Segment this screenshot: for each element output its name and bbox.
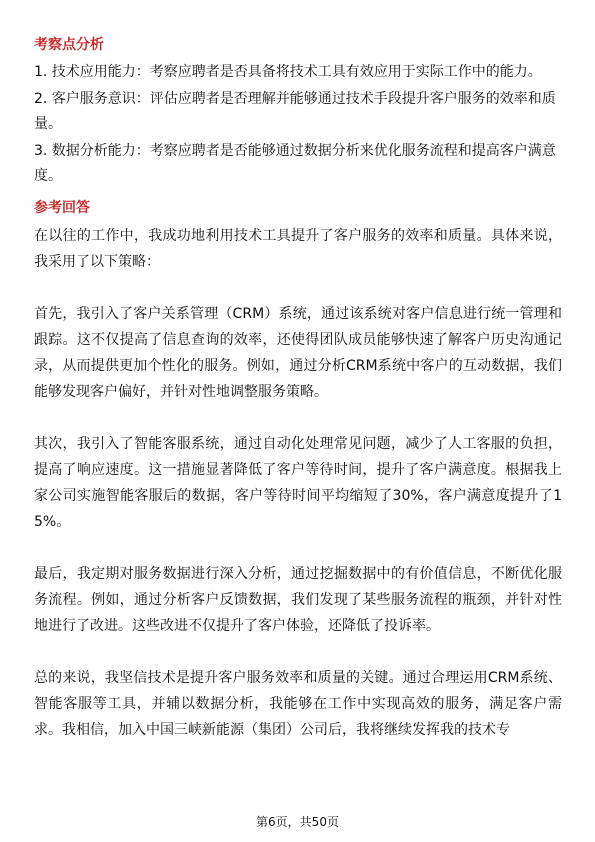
answer-paragraph-1: 在以往的工作中，我成功地利用技术工具提升了客户服务的效率和质量。具体来说，我采用了以下策略： — [34, 228, 562, 270]
answer-section — [34, 197, 562, 743]
answer-paragraph-2: 首先，我引入了客户关系管理（CRM）系统，通过该系统对客户信息进行统一管理和跟踪。这不仅提高了信息查询的效率，还使得团队成员能够快速了解客户历史沟通记录，从而提供更加个性化的服务。例如，通过分析CRM系统中客户的互动数据，我们能够发现客户偏好，并针对性地调整服务策略。 — [34, 306, 562, 400]
page-number-footer: 第6页，共50页 — [256, 815, 339, 829]
analysis-item-3: 3. 数据分析能力：考察应聘者是否能够通过数据分析来优化服务流程和提高客户满意度。 — [34, 143, 556, 184]
answer-heading: 参考回答 — [34, 200, 90, 216]
answer-paragraph-3: 其次，我引入了智能客服系统，通过自动化处理常见问题，减少了人工客服的负担，提高了响应速度。这一措施显著降低了客户等待时间，提升了客户满意度。根据我上家公司实施智能客服后的数据，客户等待时间平均缩短了30%，客户满意度提升了15%。 — [34, 436, 562, 530]
analysis-item-2: 2. 客户服务意识：评估应聘者是否理解并能够通过技术手段提升客户服务的效率和质量。 — [34, 91, 556, 132]
answer-paragraph-5: 总的来说，我坚信技术是提升客户服务效率和质量的关键。通过合理运用CRM系统、智能客服等工具，并辅以数据分析，我能够在工作中实现高效的服务，满足客户需求。我相信，加入中国三峡新能源（集团）公司后，我将继续发挥我的技术专 — [34, 670, 562, 738]
analysis-section — [34, 34, 562, 189]
answer-paragraph-4: 最后，我定期对服务数据进行深入分析，通过挖掘数据中的有价值信息，不断优化服务流程。例如，通过分析客户反馈数据，我们发现了某些服务流程的瓶颈，并针对性地进行了改进。这些改进不仅提升了客户体验，还降低了投诉率。 — [34, 566, 562, 634]
page-content — [34, 34, 562, 743]
analysis-item-1: 1. 技术应用能力：考察应聘者是否具备将技术工具有效应用于实际工作中的能力。 — [34, 64, 542, 80]
analysis-heading: 考察点分析 — [34, 37, 104, 53]
